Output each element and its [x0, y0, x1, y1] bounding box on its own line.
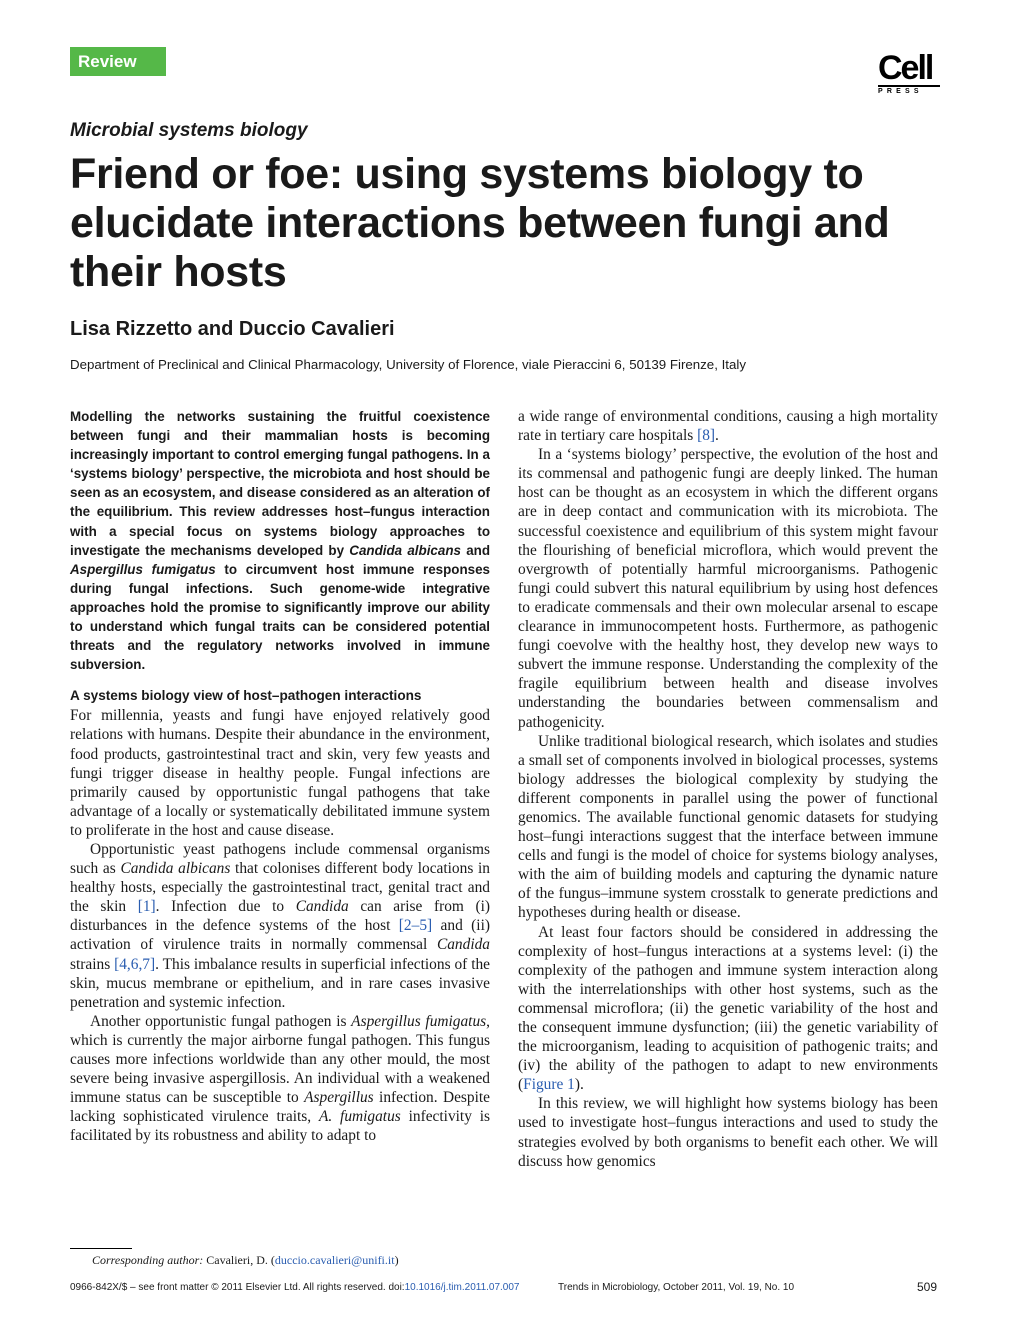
paragraph: In this review, we will highlight how systems biology has been used to investigate host–fungus interactions and used to study the strategies evolved by both organisms to benefit each other. We will discuss how genomics — [518, 1095, 938, 1170]
citation-link[interactable]: [8] — [697, 427, 716, 445]
citation-link[interactable]: [4,6,7] — [114, 955, 156, 973]
citation-link[interactable]: [1] — [137, 898, 156, 916]
review-badge: Review — [70, 47, 166, 76]
authors: Lisa Rizzetto and Duccio Cavalieri — [70, 318, 395, 340]
paragraph: At least four factors should be considered in addressing the complexity of host–fungus interactions at a systems level: (i) the complexity of the pathogen and immune system interaction along with the interrelationships with other host systems, such as the commensal microflora; (ii) the genetic variability of the host and the consequent immune dysfunction; (iii) the genetic variability of the microorganism, leading to acquisition of pathogenic traits; and (iv) the ability of the pathogen to adapt to new environments (Figure 1). — [518, 923, 938, 1094]
affiliation: Department of Preclinical and Clinical Pharmacology, University of Florence, viale Pieraccini 6, 50139 Firenze, Italy — [70, 357, 746, 372]
figure-link[interactable]: Figure 1 — [523, 1076, 575, 1094]
cell-press-logo — [878, 49, 940, 100]
logo-press: PRESS — [878, 85, 940, 96]
section-label: Microbial systems biology — [70, 120, 308, 141]
email-link[interactable]: duccio.cavalieri@unifi.it — [274, 1253, 395, 1267]
paragraph: In a ‘systems biology’ perspective, the evolution of the host and its commensal and pathogenic fungi are deeply linked. The human host can be thought as an ecosystem in which the different organs are in deep contact and communication with its microbiota. The successful coexistence and equilibrium of this system might favour the flourishing of beneficial microflora, which would prevent the overgrowth of potentially harmful microorganisms. Pathogenic fungi could subvert this natural equilibrium by using host defences to eradicate commensals and their own molecular arsenal to escape clearance in immunocompetent hosts. Furthermore, as pathogenic fungi coevolve with the healthy host, they develop new ways to subvert the immune response. Understanding the complexity of the fragile equilibrium between health and disease involves understanding the boundaries between commensalism and pathogenicity. — [518, 446, 938, 731]
section-heading: A systems biology view of host–pathogen interactions — [70, 688, 422, 704]
paragraph: Unlike traditional biological research, which isolates and studies a small set of components involved in biological processes, systems biology addresses the biological complexity by studying the different components in parallel using the power of functional genomics. The available functional genomic datasets for studying host–fungi interactions suggest that the interface between immune cells and fungi is the model of choice for systems biology analyses, with the aim of building models and capturing the dynamic nature of the fungus–immune system crosstalk to generate predictions and hypotheses during health or disease. — [518, 732, 938, 922]
page-number: 509 — [917, 1280, 938, 1294]
left-column — [70, 407, 490, 1145]
footnote-divider — [70, 1248, 132, 1249]
citation-link[interactable]: [2–5] — [398, 917, 433, 935]
logo-word: Cell — [878, 49, 933, 87]
paragraph: Another opportunistic fungal pathogen is Aspergillus fumigatus, which is currently the major airborne fungal pathogen. This fungus causes more infections worldwide than any other mould, the most severe being invasive aspergillosis. An individual with a weakened immune status can be susceptible to Aspergillus infection. Despite lacking sophisticated virulence traits, A. fumigatus infectivity is facilitated by its robustness and ability to adapt to — [70, 1012, 491, 1145]
footer-journal: Trends in Microbiology, October 2011, Vol. 19, No. 10 — [558, 1282, 795, 1293]
doi-link[interactable]: 10.1016/j.tim.2011.07.007 — [404, 1282, 520, 1293]
paragraph: a wide range of environmental conditions, causing a high mortality rate in tertiary care hospitals [8]. — [518, 408, 938, 445]
right-column — [518, 407, 938, 1171]
abstract: Modelling the networks sustaining the fruitful coexistence between fungi and their mammalian hosts is becoming increasingly important to control emerging fungal pathogens. In a ‘systems biology’ perspective, the microbiota and host should be seen as an ecosystem, and disease considered as an alteration of the equilibrium. This review addresses host–fungus interaction with a special focus on systems biology approaches to investigate the mechanisms developed by Candida albicans and Aspergillus fumigatus to circumvent host immune responses during fungal infections. Such genome-wide integrative approaches hold the promise to significantly improve our ability to understand which fungal traits can be considered potential threats and the regulatory networks involved in immune subversion. — [70, 409, 491, 673]
paragraph: Opportunistic yeast pathogens include commensal organisms such as Candida albicans that colonises different body locations in healthy hosts, especially the gastrointestinal tract, genital tract and the skin [1]. Infection due to Candida can arise from (i) disturbances in the defence systems of the host [2–5] and (ii) activation of virulence traits in normally commensal Candida strains [4,6,7]. This imbalance results in superficial infections of the skin, mucus membrane or epithelium, and in rare cases invasive penetration and systemic infection. — [70, 840, 491, 1011]
article-title: Friend or foe: using systems biology to elucidate interactions between fungi and their hosts — [70, 150, 890, 296]
footer-copyright: 0966-842X/$ – see front matter © 2011 Elsevier Ltd. All rights reserved. doi:10.1016/j.tim.2011.07.007 — [70, 1282, 520, 1293]
paragraph: For millennia, yeasts and fungi have enjoyed relatively good relations with humans. Despite their abundance in the environment, food products, gastrointestinal tract and skin, very few yeasts and fungi trigger disease in healthy people. Fungal infections are primarily caused by opportunistic fungal pathogens that take advantage of a locally or systematically debilitated immune system to proliferate in the host and cause disease. — [70, 707, 490, 839]
corresponding-author-footnote: Corresponding author: Cavalieri, D. (duccio.cavalieri@unifi.it) — [92, 1253, 399, 1267]
